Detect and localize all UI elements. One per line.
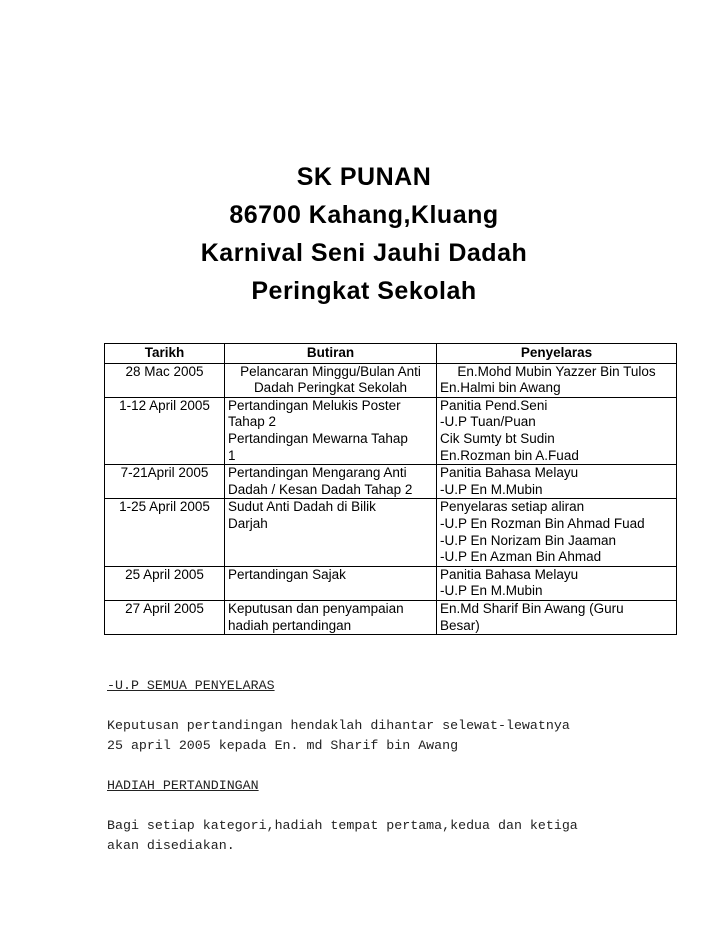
penyelaras-line: Panitia Bahasa Melayu xyxy=(440,465,579,481)
row-penyelaras xyxy=(437,566,677,600)
row-butiran xyxy=(225,465,437,499)
deadline-line: Keputusan pertandingan hendaklah dihantar selewat-lewatnya xyxy=(107,718,570,733)
penyelaras-line: En.Rozman bin A.Fuad xyxy=(440,447,579,463)
row-date: 27 April 2005 xyxy=(105,600,225,634)
header-penyelaras: Penyelaras xyxy=(437,344,677,364)
butiran-line: hadiah pertandingan xyxy=(228,617,352,633)
table-row xyxy=(105,600,677,634)
butiran-line: Sudut Anti Dadah di Bilik xyxy=(228,499,376,515)
deadline-line: 25 april 2005 kepada En. md Sharif bin Awang xyxy=(107,738,459,753)
row-penyelaras xyxy=(437,363,677,397)
butiran-line: Pelancaran Minggu/Bulan Anti xyxy=(240,363,421,379)
row-date: 7-21April 2005 xyxy=(105,465,225,499)
table-row xyxy=(105,499,677,566)
penyelaras-line: Panitia Bahasa Melayu xyxy=(440,566,579,582)
event-level: Peringkat Sekolah xyxy=(251,277,477,305)
butiran-line: Pertandingan Mengarang Anti xyxy=(228,465,407,481)
butiran-line: 1 xyxy=(228,447,236,463)
row-date: 1-25 April 2005 xyxy=(105,499,225,566)
table-header-row xyxy=(105,344,677,364)
row-butiran xyxy=(225,566,437,600)
row-penyelaras xyxy=(437,465,677,499)
prize-line: Bagi setiap kategori,hadiah tempat pertama,kedua dan ketiga xyxy=(107,818,578,833)
butiran-line: Dadah / Kesan Dadah Tahap 2 xyxy=(228,481,413,497)
header-butiran: Butiran xyxy=(225,344,437,364)
row-date: 1-12 April 2005 xyxy=(105,397,225,464)
penyelaras-line: En.Md Sharif Bin Awang (Guru xyxy=(440,600,624,616)
row-date: 28 Mac 2005 xyxy=(105,363,225,397)
row-date: 25 April 2005 xyxy=(105,566,225,600)
table-row xyxy=(105,465,677,499)
row-butiran xyxy=(225,397,437,464)
table-row xyxy=(105,363,677,397)
penyelaras-line: -U.P En Norizam Bin Jaaman xyxy=(440,532,617,548)
up-label: -U.P SEMUA PENYELARAS xyxy=(107,678,275,693)
penyelaras-line: Cik Sumty bt Sudin xyxy=(440,430,555,446)
butiran-line: Pertandingan Mewarna Tahap xyxy=(228,430,408,446)
penyelaras-line: -U.P En M.Mubin xyxy=(440,583,543,599)
row-penyelaras xyxy=(437,397,677,464)
row-butiran xyxy=(225,499,437,566)
header-tarikh: Tarikh xyxy=(105,344,225,364)
school-name: SK PUNAN xyxy=(296,163,432,191)
table-row xyxy=(105,566,677,600)
butiran-line: Keputusan dan penyampaian xyxy=(228,600,404,616)
penyelaras-line: En.Mohd Mubin Yazzer Bin Tulos xyxy=(457,363,656,379)
butiran-line: Darjah xyxy=(228,515,268,531)
penyelaras-line: -U.P En Rozman Bin Ahmad Fuad xyxy=(440,515,645,531)
butiran-line: Tahap 2 xyxy=(228,414,277,430)
row-butiran xyxy=(225,363,437,397)
row-butiran xyxy=(225,600,437,634)
penyelaras-line: -U.P En Azman Bin Ahmad xyxy=(440,549,602,565)
butiran-line: Pertandingan Melukis Poster xyxy=(228,397,401,413)
document-title xyxy=(0,158,728,310)
penyelaras-line: Besar) xyxy=(440,617,480,633)
penyelaras-line: Penyelaras setiap aliran xyxy=(440,499,585,515)
notes-section xyxy=(107,676,707,856)
butiran-line: Pertandingan Sajak xyxy=(228,566,346,582)
row-penyelaras xyxy=(437,600,677,634)
penyelaras-line: Panitia Pend.Seni xyxy=(440,397,548,413)
event-name: Karnival Seni Jauhi Dadah xyxy=(200,239,528,267)
prize-line: akan disediakan. xyxy=(107,838,235,853)
penyelaras-line: -U.P Tuan/Puan xyxy=(440,414,536,430)
penyelaras-line: -U.P En M.Mubin xyxy=(440,481,543,497)
school-address: 86700 Kahang,Kluang xyxy=(229,201,499,229)
row-penyelaras xyxy=(437,499,677,566)
table-row xyxy=(105,397,677,464)
prize-heading: HADIAH PERTANDINGAN xyxy=(107,778,259,793)
schedule-table xyxy=(104,343,677,635)
penyelaras-line: En.Halmi bin Awang xyxy=(440,380,561,396)
butiran-line: Dadah Peringkat Sekolah xyxy=(253,380,408,396)
